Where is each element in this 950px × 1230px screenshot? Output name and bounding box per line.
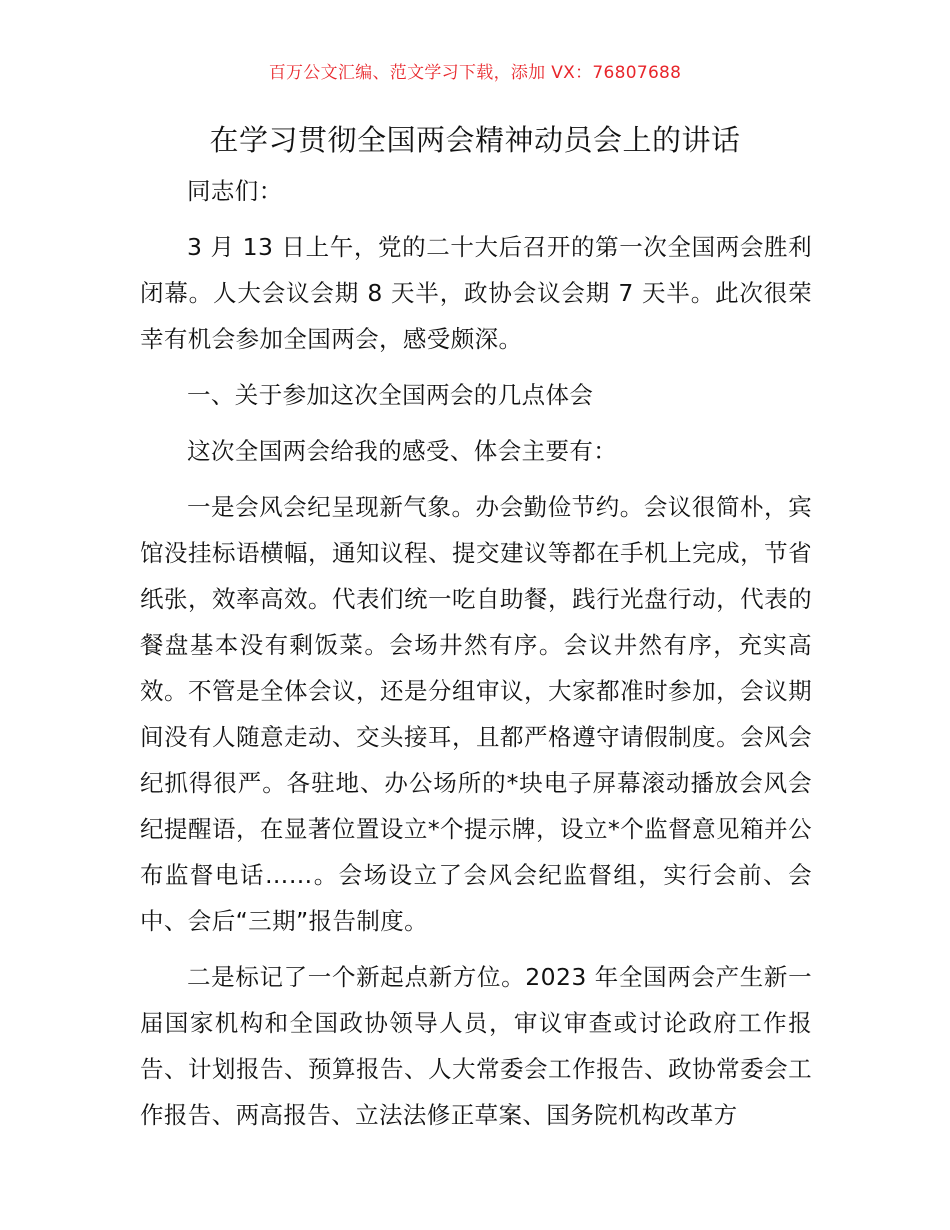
paragraph-intro: 3 月 13 日上午，党的二十大后召开的第一次全国两会胜利闭幕。人大会议会期 8 天半，政协会议会期 7 天半。此次很荣幸有机会参加全国两会，感受颇深。 (140, 233, 812, 353)
paragraph-point-one: 一是会风会纪呈现新气象。办会勤俭节约。会议很简朴，宾馆没挂标语横幅，通知议程、提交建议等都在手机上完成，节省纸张，效率高效。代表们统一吃自助餐，践行光盘行动，代表的餐盘基本没有剩饭菜。会场井然有序。会议井然有序，充实高效。不管是全体会议，还是分组审议，大家都准时参加，会议期间没有人随意走动、交头接耳，且都严格遵守请假制度。会风会纪抓得很严。各驻地、办公场所的*块电子屏幕滚动播放会风会纪提醒语，在显著位置设立*个提示牌，设立*个监督意见箱并公布监督电话……。会场设立了会风会纪监督组，实行会前、会中、会后“三期”报告制度。 (140, 493, 812, 935)
section-heading: 一、关于参加这次全国两会的几点体会 (187, 381, 594, 409)
document-body (140, 168, 812, 1148)
page-title: 在学习贯彻全国两会精神动员会上的讲话 (209, 123, 741, 157)
paragraph-lead: 这次全国两会给我的感受、体会主要有： (187, 437, 618, 465)
salutation: 同志们： (187, 177, 283, 205)
header-watermark-note: 百万公文汇编、范文学习下载，添加 VX：76807688 (268, 63, 682, 83)
paragraph-point-two: 二是标记了一个新起点新方位。2023 年全国两会产生新一届国家机构和全国政协领导人员，审议审查或讨论政府工作报告、计划报告、预算报告、人大常委会工作报告、政协常委会工作报告、两高报告、立法法修正草案、国务院机构改革方 (140, 963, 812, 1129)
